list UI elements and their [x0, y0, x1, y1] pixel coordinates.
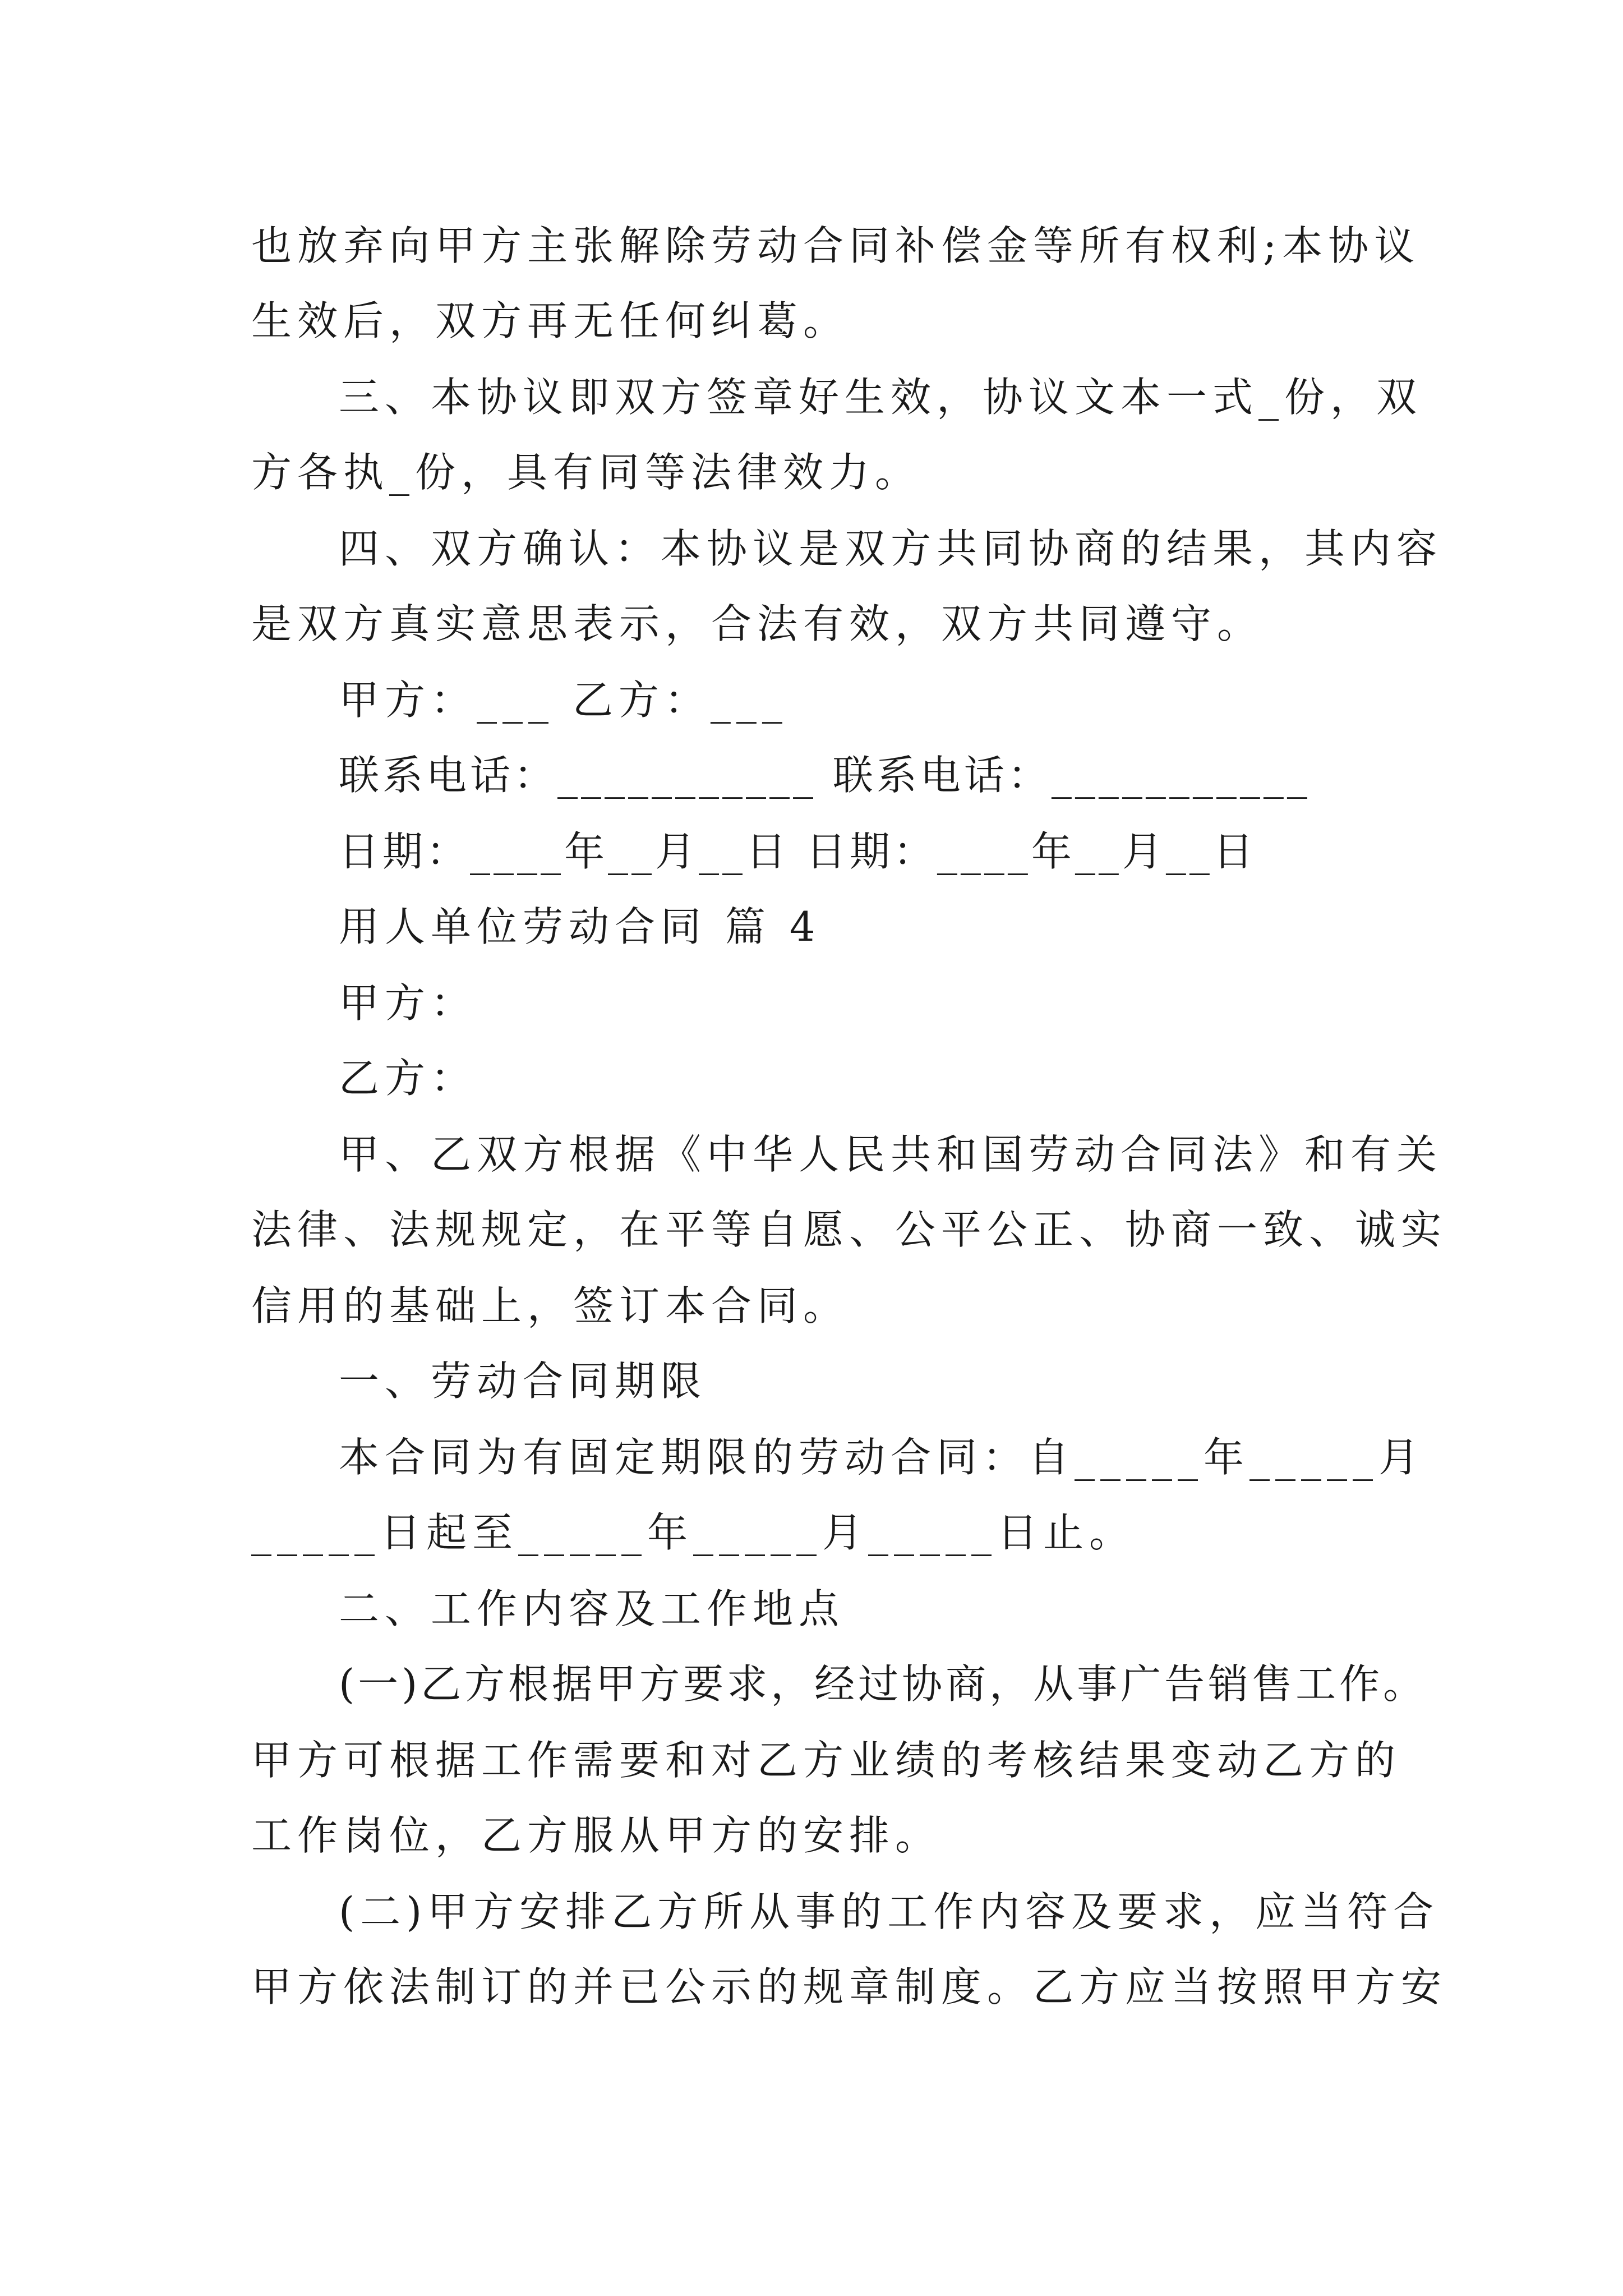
- text-line: 四、双方确认：本协议是双方共同协商的结果，其内容: [339, 525, 1443, 572]
- signature-line: 甲方：___ 乙方：___: [339, 677, 788, 724]
- text-line: 甲、乙双方根据《中华人民共和国劳动合同法》和有关: [339, 1131, 1443, 1178]
- text-line: 是双方真实意思表示，合法有效，双方共同遵守。: [251, 600, 1264, 647]
- text-line: 信用的基础上，签订本合同。: [251, 1282, 850, 1329]
- party-b-label: 乙方：: [339, 1055, 477, 1102]
- text-line: 生效后，双方再无任何纠葛。: [251, 297, 850, 344]
- text-line: 三、本协议即双方签章好生效，协议文本一式_份，双: [339, 374, 1423, 421]
- clause-heading: 二、工作内容及工作地点: [339, 1585, 845, 1632]
- text-line: (一)乙方根据甲方要求，经过协商，从事广告销售工作。: [339, 1660, 1427, 1708]
- text-line: 甲方可根据工作需要和对乙方业绩的考核结果变动乙方的: [251, 1737, 1401, 1784]
- party-a-label: 甲方：: [339, 979, 477, 1027]
- text-line: 法律、法规规定，在平等自愿、公平公正、协商一致、诚实: [251, 1206, 1447, 1253]
- section-heading: 用人单位劳动合同 篇 4: [339, 903, 821, 950]
- text-line: 本合同为有固定期限的劳动合同：自_____年_____月: [339, 1434, 1425, 1481]
- text-line: 工作岗位，乙方服从甲方的安排。: [251, 1812, 942, 1859]
- text-line: 方各执_份，具有同等法律效力。: [251, 449, 921, 496]
- clause-heading: 一、劳动合同期限: [339, 1358, 707, 1405]
- text-line: 也放弃向甲方主张解除劳动合同补偿金等所有权利;本协议: [251, 222, 1421, 269]
- text-line: (二)甲方安排乙方所从事的工作内容及要求，应当符合: [339, 1888, 1440, 1935]
- text-line: _____日起至_____年_____月_____日止。: [251, 1509, 1136, 1556]
- date-line: 日期：____年__月__日 日期：____年__月__日: [339, 828, 1257, 875]
- phone-line: 联系电话：___________ 联系电话：___________: [339, 752, 1311, 799]
- text-line: 甲方依法制订的并已公示的规章制度。乙方应当按照甲方安: [251, 1963, 1447, 2010]
